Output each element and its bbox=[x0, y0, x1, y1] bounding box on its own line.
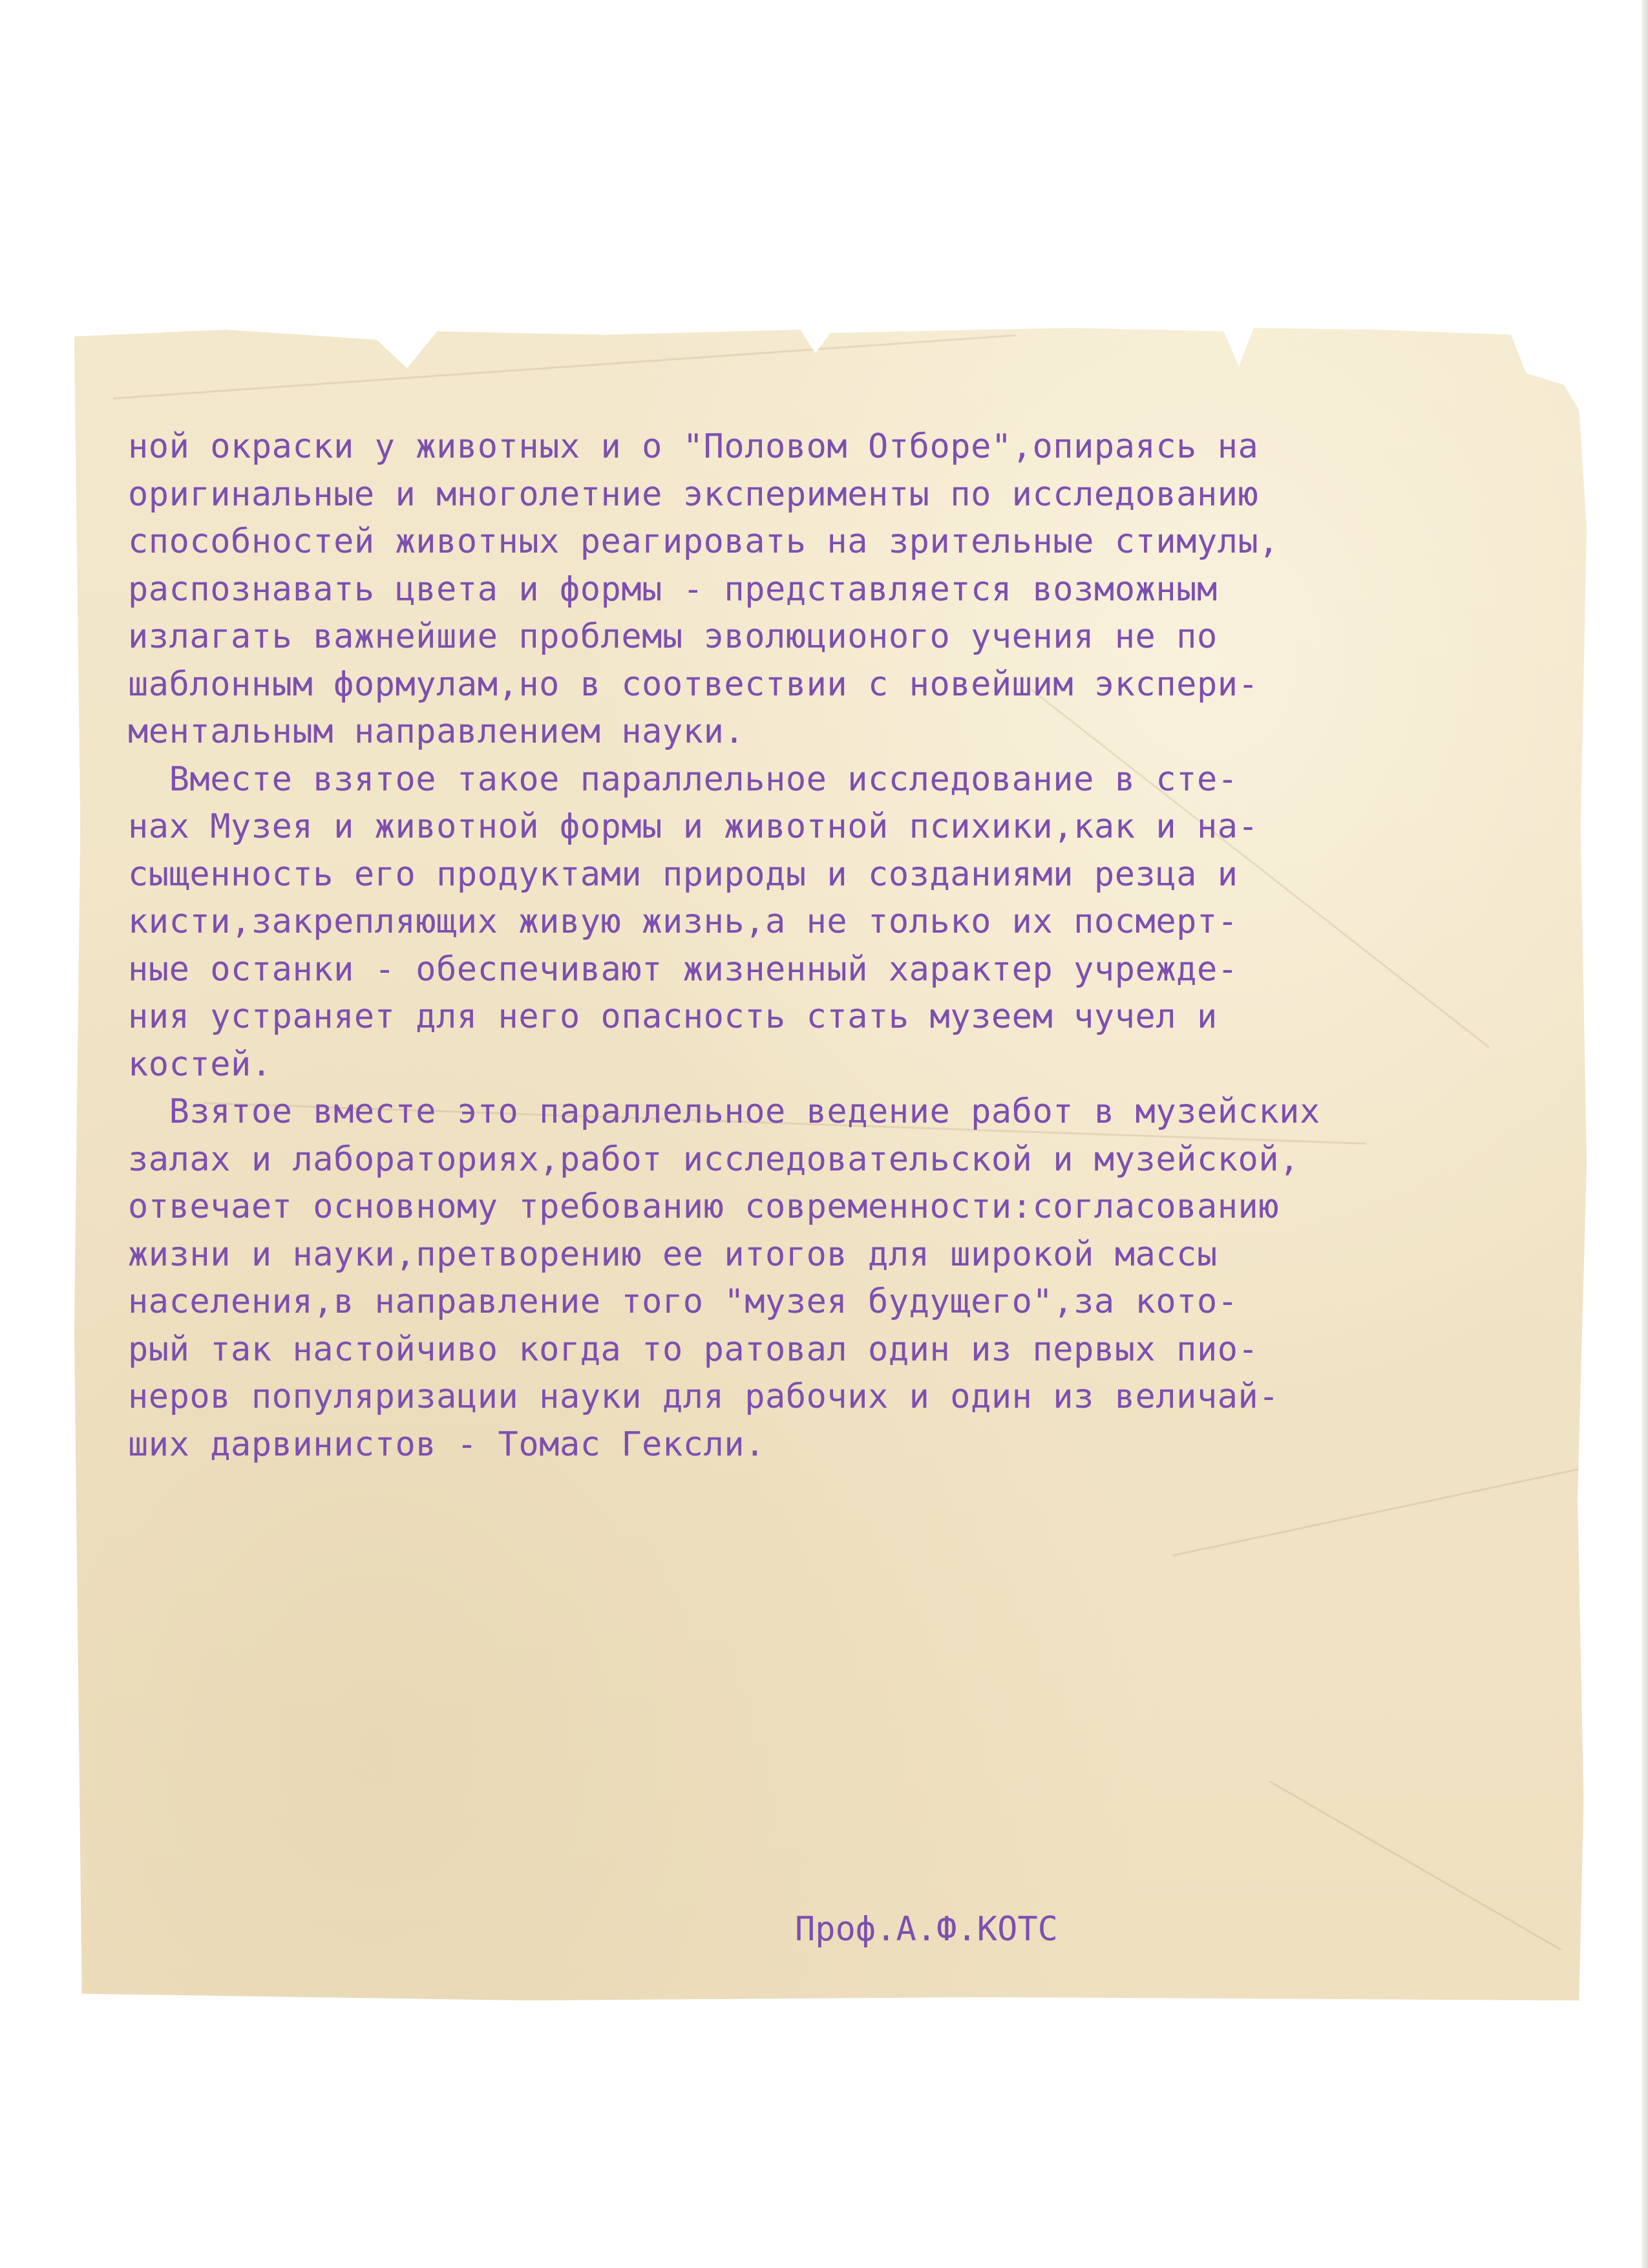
text-line: жизни и науки,претворению ее итогов для широкой массы bbox=[128, 1235, 1218, 1274]
paragraph bbox=[128, 423, 1517, 756]
text-line: отвечает основному требованию современности:согласованию bbox=[128, 1187, 1280, 1226]
text-line: сыщенность его продуктами природы и созданиями резца и bbox=[128, 854, 1238, 894]
text-line: оригинальные и многолетние эксперименты по исследованию bbox=[128, 474, 1259, 514]
text-line: ния устраняет для него опасность стать музеем чучел и bbox=[128, 997, 1218, 1036]
paper-crease bbox=[113, 334, 1016, 399]
text-line: распознавать цвета и формы - представляется возможным bbox=[128, 569, 1218, 609]
typed-body-text bbox=[128, 423, 1517, 1468]
text-line: излагать важнейшие проблемы эволюционого учения не по bbox=[128, 617, 1218, 656]
text-line: рый так настойчиво когда то ратовал один из первых пио- bbox=[128, 1330, 1259, 1369]
text-line: ших дарвинистов - Томас Гексли. bbox=[128, 1425, 766, 1464]
scan-bed-edge bbox=[1642, 0, 1648, 2268]
signature-line: Проф.А.Ф.КОТС bbox=[795, 1910, 1058, 1949]
text-line: ные останки - обеспечивают жизненный характер учрежде- bbox=[128, 949, 1238, 989]
paper-crease bbox=[1269, 1781, 1561, 1951]
text-line: Вместе взятое такое параллельное исследование в сте- bbox=[128, 759, 1238, 799]
text-line: ментальным направлением науки. bbox=[128, 712, 745, 751]
text-line: шаблонным формулам,но в соотвествии с новейшим экспери- bbox=[128, 664, 1259, 704]
text-line: способностей животных реагировать на зрительные стимулы, bbox=[128, 522, 1280, 561]
text-line: нах Музея и животной формы и животной психики,как и на- bbox=[128, 807, 1259, 846]
text-line: залах и лабораториях,работ исследовательской и музейской, bbox=[128, 1139, 1300, 1179]
text-line: Взятое вместе это параллельное ведение работ в музейских bbox=[128, 1092, 1320, 1131]
text-line: костей. bbox=[128, 1044, 272, 1084]
text-line: неров популяризации науки для рабочих и один из величай- bbox=[128, 1377, 1280, 1416]
paragraph bbox=[128, 756, 1517, 1089]
paper-crease bbox=[1173, 1460, 1616, 1556]
text-line: ной окраски у животных и о "Половом Отборе",опираясь на bbox=[128, 427, 1259, 466]
text-line: кисти,закрепляющих живую жизнь,а не только их посмерт- bbox=[128, 902, 1238, 941]
text-line: населения,в направление того "музея будущего",за кото- bbox=[128, 1282, 1238, 1321]
paragraph bbox=[128, 1088, 1517, 1468]
